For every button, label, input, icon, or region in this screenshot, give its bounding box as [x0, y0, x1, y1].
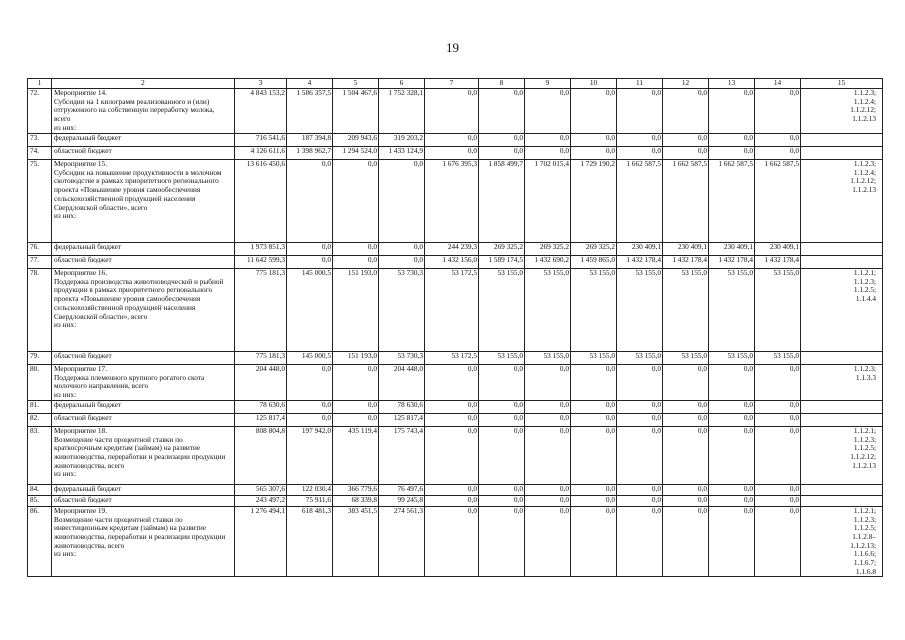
value-cell: 0,0: [425, 506, 479, 577]
value-cell: 0,0: [617, 134, 663, 147]
value-cell: 0,0: [333, 400, 379, 413]
value-cell: 1 432 178,4: [755, 256, 801, 269]
value-cell: 1 662 587,5: [663, 160, 709, 243]
value-cell: 1 729 190,2: [571, 160, 617, 243]
value-cell: 53 155,0: [709, 352, 755, 365]
row-number: 73.: [28, 134, 52, 147]
row-number: 78.: [28, 269, 52, 352]
row-description: федеральный бюджет: [52, 400, 235, 413]
value-cell: 618 481,3: [287, 506, 333, 577]
value-cell: 0,0: [571, 484, 617, 495]
row-number: 76.: [28, 243, 52, 256]
value-cell: 0,0: [755, 413, 801, 426]
value-cell: 53 172,5: [425, 352, 479, 365]
value-cell: 0,0: [617, 506, 663, 577]
value-cell: 1 276 494,1: [235, 506, 287, 577]
value-cell: 0,0: [425, 400, 479, 413]
value-cell: 0,0: [571, 365, 617, 401]
value-cell: 4 126 611,6: [235, 147, 287, 160]
value-cell: 0,0: [663, 506, 709, 577]
value-cell: 53 155,0: [479, 352, 525, 365]
value-cell: 151 193,0: [333, 352, 379, 365]
value-cell: 0,0: [755, 134, 801, 147]
value-cell: 0,0: [525, 495, 571, 506]
target-refs: 1.1.2.1; 1.1.2.3; 1.1.2.5; 1.1.4.4: [801, 269, 883, 352]
row-description: Мероприятие 15. Субсидии на повышение продуктивности в молочном скотоводстве в рамках приоритетного регионального проекта «Повышение уровня самообеспечения сельскохозяйственной продукцией населения Свердловской области», всего из них:: [52, 160, 235, 243]
value-cell: 243 497,2: [235, 495, 287, 506]
value-cell: 1 433 124,9: [379, 147, 425, 160]
value-cell: 68 339,8: [333, 495, 379, 506]
table-row: [28, 269, 883, 352]
value-cell: 0,0: [479, 506, 525, 577]
value-cell: 0,0: [333, 413, 379, 426]
value-cell: 0,0: [479, 89, 525, 134]
value-cell: 0,0: [287, 400, 333, 413]
column-header: 6: [379, 79, 425, 89]
value-cell: 209 943,6: [333, 134, 379, 147]
target-refs: [801, 134, 883, 147]
value-cell: 0,0: [479, 400, 525, 413]
value-cell: 13 616 450,6: [235, 160, 287, 243]
value-cell: 0,0: [755, 495, 801, 506]
value-cell: 0,0: [755, 506, 801, 577]
value-cell: 1 432 178,4: [617, 256, 663, 269]
value-cell: 0,0: [617, 365, 663, 401]
value-cell: 0,0: [333, 256, 379, 269]
value-cell: 0,0: [571, 400, 617, 413]
value-cell: 1 662 587,5: [755, 160, 801, 243]
value-cell: 0,0: [571, 426, 617, 484]
value-cell: 0,0: [525, 413, 571, 426]
value-cell: 53 155,0: [525, 352, 571, 365]
value-cell: 0,0: [571, 134, 617, 147]
column-header: 5: [333, 79, 379, 89]
table-row: [28, 506, 883, 577]
value-cell: 125 817,4: [235, 413, 287, 426]
value-cell: 151 193,0: [333, 269, 379, 352]
value-cell: 0,0: [663, 89, 709, 134]
row-description: федеральный бюджет: [52, 243, 235, 256]
value-cell: 197 942,0: [287, 426, 333, 484]
row-number: 80.: [28, 365, 52, 401]
row-description: Мероприятие 18. Возмещение части процентной ставки по краткосрочным кредитам (займам) на развитие животноводства, переработки и реализации продукции животноводства, всего из них:: [52, 426, 235, 484]
value-cell: 53 155,0: [617, 269, 663, 352]
row-number: 83.: [28, 426, 52, 484]
table-row: [28, 400, 883, 413]
value-cell: 269 325,2: [571, 243, 617, 256]
value-cell: 0,0: [663, 413, 709, 426]
value-cell: 274 561,3: [379, 506, 425, 577]
column-header: 11: [617, 79, 663, 89]
value-cell: 1 432 178,4: [663, 256, 709, 269]
value-cell: 0,0: [755, 484, 801, 495]
table-row: [28, 147, 883, 160]
value-cell: 0,0: [525, 365, 571, 401]
value-cell: 0,0: [755, 426, 801, 484]
value-cell: 0,0: [709, 413, 755, 426]
value-cell: 53 730,3: [379, 352, 425, 365]
value-cell: 0,0: [379, 243, 425, 256]
value-cell: 0,0: [333, 365, 379, 401]
value-cell: 0,0: [617, 495, 663, 506]
row-description: Мероприятие 19. Возмещение части процентной ставки по инвестиционным кредитам (займам) на развитие животноводства, переработки и реализации продукции животноводства, всего из них:: [52, 506, 235, 577]
value-cell: 0,0: [617, 484, 663, 495]
row-description: областной бюджет: [52, 413, 235, 426]
column-header: 2: [52, 79, 235, 89]
value-cell: 99 245,8: [379, 495, 425, 506]
value-cell: 0,0: [571, 495, 617, 506]
value-cell: 1 973 851,3: [235, 243, 287, 256]
row-description: Мероприятие 14. Субсидии на 1 килограмм реализованного и (или) отгруженного на собственную переработку молока, всего из них:: [52, 89, 235, 134]
value-cell: 53 155,0: [617, 352, 663, 365]
value-cell: 319 203,2: [379, 134, 425, 147]
value-cell: 0,0: [287, 365, 333, 401]
value-cell: 244 239,3: [425, 243, 479, 256]
value-cell: 383 451,5: [333, 506, 379, 577]
value-cell: 0,0: [755, 400, 801, 413]
value-cell: 230 409,1: [663, 243, 709, 256]
value-cell: 0,0: [287, 243, 333, 256]
value-cell: 716 541,6: [235, 134, 287, 147]
table-row: [28, 160, 883, 243]
value-cell: 0,0: [479, 147, 525, 160]
value-cell: 0,0: [287, 160, 333, 243]
value-cell: 0,0: [709, 426, 755, 484]
target-refs: 1.1.2.1; 1.1.2.3; 1.1.2.5; 1.1.2.8– 1.1.2.13; 1.1.6.6; 1.1.6.7; 1.1.6.8: [801, 506, 883, 577]
table-row: [28, 89, 883, 134]
value-cell: 76 497,6: [379, 484, 425, 495]
value-cell: 0,0: [663, 484, 709, 495]
row-description: Мероприятие 16. Поддержка производства животноводческой и рыбной продукции в рамках приоритетного регионального проекта «Повышение уровня самообеспечения сельскохозяйственной продукцией населения Свердловской области», всего из них:: [52, 269, 235, 352]
column-header: 13: [709, 79, 755, 89]
value-cell: 1 432 156,0: [425, 256, 479, 269]
value-cell: 0,0: [525, 134, 571, 147]
value-cell: 1 586 357,5: [287, 89, 333, 134]
table-row: [28, 134, 883, 147]
target-refs: [801, 256, 883, 269]
value-cell: 175 743,4: [379, 426, 425, 484]
value-cell: 775 181,3: [235, 352, 287, 365]
value-cell: 78 630,6: [379, 400, 425, 413]
value-cell: 0,0: [333, 160, 379, 243]
value-cell: 0,0: [709, 134, 755, 147]
row-number: 74.: [28, 147, 52, 160]
value-cell: 0,0: [479, 413, 525, 426]
value-cell: 1 676 395,3: [425, 160, 479, 243]
value-cell: 78 630,6: [235, 400, 287, 413]
value-cell: 0,0: [479, 426, 525, 484]
table-row: [28, 413, 883, 426]
value-cell: 0,0: [755, 365, 801, 401]
row-description: Мероприятие 17. Поддержка племенного крупного рогатого скота молочного направления, всего из них:: [52, 365, 235, 401]
value-cell: 0,0: [663, 365, 709, 401]
row-number: 77.: [28, 256, 52, 269]
value-cell: 11 642 599,3: [235, 256, 287, 269]
value-cell: 0,0: [663, 134, 709, 147]
value-cell: 0,0: [425, 89, 479, 134]
value-cell: 0,0: [379, 160, 425, 243]
table-row: [28, 426, 883, 484]
page-number: 19: [446, 40, 459, 55]
value-cell: 0,0: [479, 495, 525, 506]
table-row: [28, 352, 883, 365]
value-cell: 0,0: [709, 506, 755, 577]
value-cell: 1 398 962,7: [287, 147, 333, 160]
value-cell: 808 804,8: [235, 426, 287, 484]
column-header: 9: [525, 79, 571, 89]
value-cell: 0,0: [333, 243, 379, 256]
value-cell: 0,0: [709, 495, 755, 506]
value-cell: 187 394,8: [287, 134, 333, 147]
value-cell: 53 155,0: [663, 269, 709, 352]
value-cell: 53 155,0: [709, 269, 755, 352]
value-cell: 0,0: [617, 413, 663, 426]
value-cell: 1 432 178,4: [709, 256, 755, 269]
value-cell: 0,0: [525, 484, 571, 495]
value-cell: 0,0: [571, 506, 617, 577]
header-row: [28, 79, 883, 89]
value-cell: 0,0: [479, 484, 525, 495]
target-refs: 1.1.2.3; 1.1.2.4; 1.1.2.12; 1.1.2.13: [801, 160, 883, 243]
value-cell: 0,0: [617, 426, 663, 484]
value-cell: 0,0: [425, 147, 479, 160]
target-refs: [801, 495, 883, 506]
value-cell: 0,0: [425, 484, 479, 495]
value-cell: 53 155,0: [479, 269, 525, 352]
value-cell: 0,0: [755, 147, 801, 160]
value-cell: 1 504 467,6: [333, 89, 379, 134]
column-header: 3: [235, 79, 287, 89]
value-cell: 53 155,0: [571, 352, 617, 365]
value-cell: 0,0: [709, 484, 755, 495]
value-cell: 1 702 015,4: [525, 160, 571, 243]
value-cell: 565 307,6: [235, 484, 287, 495]
value-cell: 0,0: [525, 400, 571, 413]
value-cell: 75 911,6: [287, 495, 333, 506]
row-description: федеральный бюджет: [52, 134, 235, 147]
column-header: 7: [425, 79, 479, 89]
value-cell: 53 155,0: [571, 269, 617, 352]
value-cell: 0,0: [571, 413, 617, 426]
value-cell: 0,0: [425, 426, 479, 484]
value-cell: 53 155,0: [755, 269, 801, 352]
budget-table: [27, 78, 883, 577]
value-cell: 53 730,3: [379, 269, 425, 352]
value-cell: 0,0: [663, 426, 709, 484]
column-header: 10: [571, 79, 617, 89]
value-cell: 435 119,4: [333, 426, 379, 484]
value-cell: 0,0: [617, 147, 663, 160]
table-row: [28, 365, 883, 401]
value-cell: 145 000,5: [287, 352, 333, 365]
value-cell: 0,0: [709, 365, 755, 401]
value-cell: 0,0: [425, 413, 479, 426]
value-cell: 0,0: [709, 147, 755, 160]
value-cell: 0,0: [425, 365, 479, 401]
column-header: 15: [801, 79, 883, 89]
value-cell: 122 030,4: [287, 484, 333, 495]
row-number: 84.: [28, 484, 52, 495]
value-cell: 204 448,0: [235, 365, 287, 401]
value-cell: 0,0: [663, 147, 709, 160]
row-number: 79.: [28, 352, 52, 365]
value-cell: 1 858 499,7: [479, 160, 525, 243]
row-number: 86.: [28, 506, 52, 577]
value-cell: 230 409,1: [617, 243, 663, 256]
target-refs: [801, 147, 883, 160]
row-number: 75.: [28, 160, 52, 243]
value-cell: 1 662 587,5: [709, 160, 755, 243]
value-cell: 269 325,2: [479, 243, 525, 256]
value-cell: 1 459 865,0: [571, 256, 617, 269]
row-number: 72.: [28, 89, 52, 134]
value-cell: 0,0: [479, 134, 525, 147]
value-cell: 0,0: [663, 495, 709, 506]
value-cell: 53 155,0: [525, 269, 571, 352]
target-refs: [801, 484, 883, 495]
value-cell: 1 294 524,0: [333, 147, 379, 160]
row-number: 85.: [28, 495, 52, 506]
table-row: [28, 243, 883, 256]
value-cell: 0,0: [287, 413, 333, 426]
table-row: [28, 256, 883, 269]
value-cell: 0,0: [617, 400, 663, 413]
row-description: областной бюджет: [52, 495, 235, 506]
value-cell: 0,0: [425, 495, 479, 506]
value-cell: 0,0: [571, 89, 617, 134]
target-refs: [801, 352, 883, 365]
column-header: 14: [755, 79, 801, 89]
value-cell: 0,0: [425, 134, 479, 147]
value-cell: 0,0: [525, 506, 571, 577]
row-description: областной бюджет: [52, 147, 235, 160]
value-cell: 0,0: [571, 147, 617, 160]
target-refs: [801, 243, 883, 256]
column-header: 12: [663, 79, 709, 89]
value-cell: 0,0: [287, 256, 333, 269]
target-refs: 1.1.2.3; 1.1.2.4; 1.1.2.12; 1.1.2.13: [801, 89, 883, 134]
target-refs: 1.1.2.1; 1.1.2.3; 1.1.2.5; 1.1.2.12; 1.1.2.13: [801, 426, 883, 484]
value-cell: 0,0: [479, 365, 525, 401]
value-cell: 0,0: [709, 89, 755, 134]
value-cell: 0,0: [755, 89, 801, 134]
table-row: [28, 495, 883, 506]
value-cell: 366 779,6: [333, 484, 379, 495]
value-cell: 1 589 174,5: [479, 256, 525, 269]
column-header: 4: [287, 79, 333, 89]
value-cell: 53 172,5: [425, 269, 479, 352]
value-cell: 0,0: [709, 400, 755, 413]
row-number: 81.: [28, 400, 52, 413]
value-cell: 125 817,4: [379, 413, 425, 426]
value-cell: 204 448,0: [379, 365, 425, 401]
value-cell: 775 181,3: [235, 269, 287, 352]
value-cell: 53 155,0: [755, 352, 801, 365]
value-cell: 0,0: [379, 256, 425, 269]
value-cell: 145 000,5: [287, 269, 333, 352]
value-cell: 1 752 328,1: [379, 89, 425, 134]
column-header: 8: [479, 79, 525, 89]
column-header: 1: [28, 79, 52, 89]
table-row: [28, 484, 883, 495]
row-number: 82.: [28, 413, 52, 426]
value-cell: 0,0: [525, 147, 571, 160]
value-cell: 230 409,1: [755, 243, 801, 256]
value-cell: 0,0: [617, 89, 663, 134]
value-cell: 269 325,2: [525, 243, 571, 256]
row-description: областной бюджет: [52, 256, 235, 269]
row-description: федеральный бюджет: [52, 484, 235, 495]
target-refs: [801, 400, 883, 413]
value-cell: 4 843 153,2: [235, 89, 287, 134]
value-cell: 0,0: [525, 89, 571, 134]
target-refs: 1.1.2.3; 1.1.3.3: [801, 365, 883, 401]
value-cell: 1 662 587,5: [617, 160, 663, 243]
value-cell: 0,0: [525, 426, 571, 484]
value-cell: 1 432 690,2: [525, 256, 571, 269]
value-cell: 0,0: [663, 400, 709, 413]
target-refs: [801, 413, 883, 426]
row-description: областной бюджет: [52, 352, 235, 365]
value-cell: 53 155,0: [663, 352, 709, 365]
value-cell: 230 409,1: [709, 243, 755, 256]
